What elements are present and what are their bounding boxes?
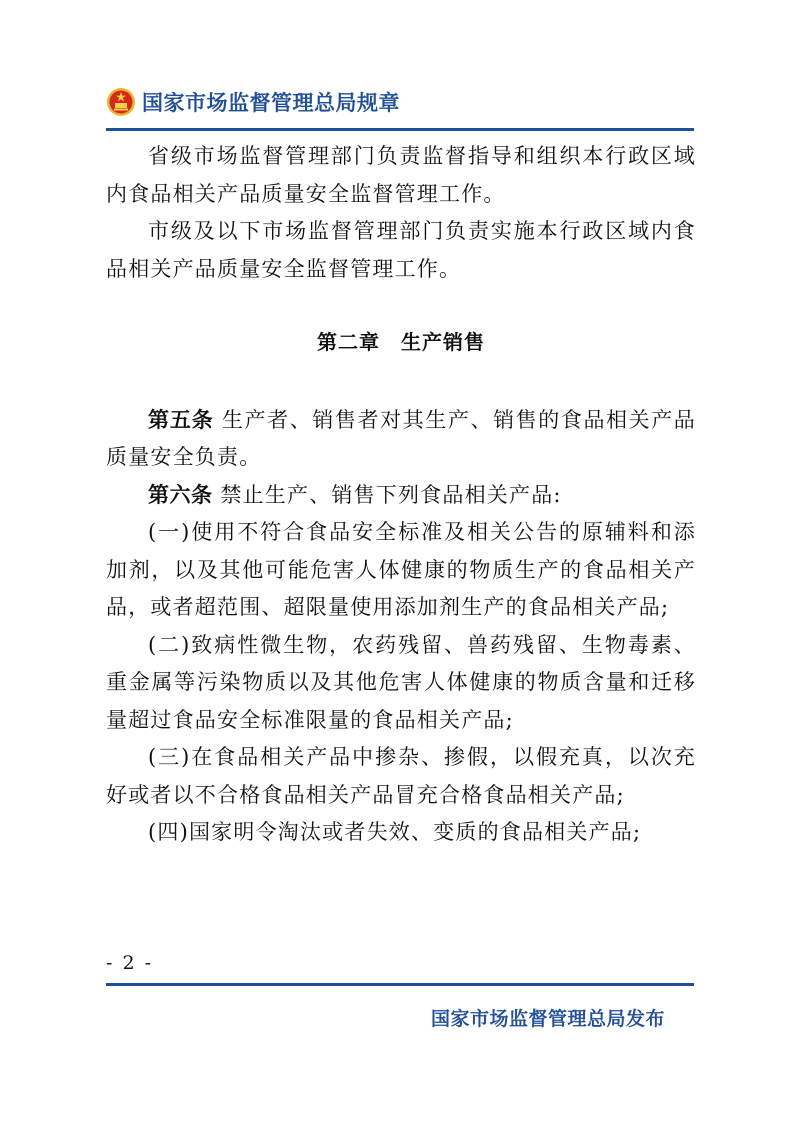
list-item: (二)致病性微生物，农药残留、兽药残留、生物毒素、重金属等污染物质以及其他危害人体健康的物质含量和迁移量超过食品安全标准限量的食品相关产品; [106, 632, 696, 732]
article-5-text: 生产者、销售者对其生产、销售的食品相关产品质量安全负责。 [106, 407, 697, 469]
footer-rule [106, 983, 694, 986]
paragraph-provincial: 省级市场监督管理部门负责监督指导和组织本行政区域内食品相关产品质量安全监督管理工作。 [106, 144, 696, 206]
document-body [106, 138, 696, 852]
paragraph-municipal: 市级及以下市场监督管理部门负责实施本行政区域内食品相关产品质量安全监督管理工作。 [106, 219, 696, 281]
national-emblem-icon [106, 87, 136, 117]
article-5 [106, 402, 696, 477]
page-header [106, 82, 400, 122]
list-item: (四)国家明令淘汰或者失效、变质的食品相关产品; [148, 820, 642, 844]
article-6 [106, 477, 696, 515]
header-title: 国家市场监督管理总局规章 [142, 91, 400, 115]
article-5-head: 第五条 [148, 407, 214, 432]
chapter-title: 第二章 生产销售 [317, 330, 485, 354]
article-6-text: 禁止生产、销售下列食品相关产品: [220, 482, 562, 507]
list-item: (三)在食品相关产品中掺杂、掺假，以假充真，以次充好或者以不合格食品相关产品冒充合格食品相关产品; [106, 745, 696, 807]
footer-publisher: 国家市场监督管理总局发布 [430, 1008, 665, 1030]
list-item: (一)使用不符合食品安全标准及相关公告的原辅料和添加剂，以及其他可能危害人体健康的物质生产的食品相关产品，或者超范围、超限量使用添加剂生产的食品相关产品; [106, 520, 696, 619]
article-6-head: 第六条 [148, 482, 213, 507]
page-number: - 2 - [106, 952, 154, 974]
header-rule [106, 128, 694, 131]
